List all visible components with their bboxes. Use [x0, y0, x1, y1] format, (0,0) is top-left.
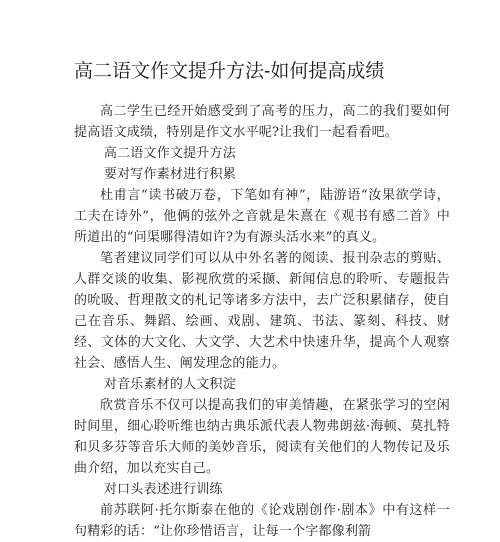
paragraph-music: 欣赏音乐不仅可以提高我们的审美情趣，在紧张学习的空闲时间里，细心聆听维也纳古典乐派代表人物弗朗兹·海顿、莫扎特和贝多芬等音乐大师的美妙音乐，阅读有关他们的人物传记及乐曲介绍，加以充实自己。: [74, 398, 450, 476]
paragraph-author-advice: 笔者建议同学们可以从中外名著的阅读、报刊杂志的剪贴、人群交谈的收集、影视欣赏的采撷、新闻信息的聆听、专题报告的吮吸、哲理散文的札记等诸多方法中，去广泛积累储存，使自己在音乐、舞蹈、绘画、戏剧、建筑、书法、篆刻、科技、财经、文体的大文化、大文学、大艺术中快速升华，提高个人观察社会、感悟人生、阐发理念的能力。: [74, 251, 450, 371]
section-heading-oral: 对口头表述进行训练: [103, 482, 223, 497]
paragraph-tolstoy: 前苏联阿·托尔斯泰在他的《论戏剧创作·剧本》中有这样一句精彩的话：“让你珍惜语言，让每一个字都像利箭: [74, 503, 450, 539]
section-heading-material: 要对写作素材进行积累: [103, 167, 236, 182]
intro-paragraph: 高二学生已经开始感受到了高考的压力，高二的我们要如何提高语文成绩，特别是作文水平呢?让我们一起看看吧。: [74, 104, 450, 140]
paragraph-dufu-quote: 杜甫言“读书破万卷，下笔如有神”，陆游语“汝果欲学诗，工夫在诗外”，他俩的弦外之音就是朱熹在《观书有感二首》中所道出的“问渠哪得清如许?为有源头活水来”的真义。: [74, 188, 450, 245]
section-heading-methods: 高二语文作文提升方法: [103, 146, 236, 161]
document-title: 高二语文作文提升方法-如何提高成绩: [74, 60, 385, 82]
section-heading-music: 对音乐素材的人文积淀: [103, 377, 236, 392]
